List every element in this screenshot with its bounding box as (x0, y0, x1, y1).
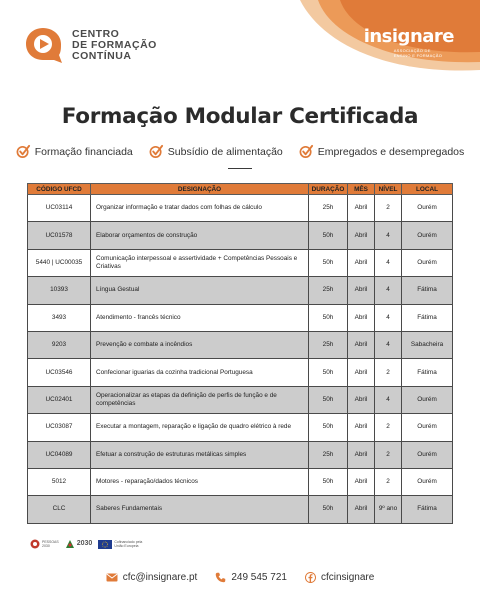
benefit-item (299, 144, 465, 159)
check-badge-icon (299, 144, 314, 159)
table-row (28, 249, 453, 276)
level-cell: 4 (375, 331, 402, 358)
location-cell: Ourém (402, 386, 453, 413)
duration-cell: 50h (309, 496, 348, 523)
benefit-label: Subsídio de alimentação (167, 145, 283, 158)
center-logo-name (72, 29, 157, 62)
portugal-2030-text: 2030 (76, 540, 93, 547)
center-logo-line: DE FORMAÇÃO (72, 38, 157, 51)
table-row (28, 496, 453, 523)
ufcd-code-cell: CLC (28, 496, 91, 523)
location-cell: Ourém (402, 195, 453, 222)
level-cell: 9º ano (375, 496, 402, 523)
table-row (28, 414, 453, 441)
ufcd-code-cell: UC02401 (28, 386, 91, 413)
benefit-label: Formação financiada (34, 145, 133, 158)
location-cell: Ourém (402, 249, 453, 276)
column-header: DESIGNAÇÃO (91, 184, 309, 195)
location-cell: Fátima (402, 277, 453, 304)
eu-cofinanced-logo (98, 540, 142, 549)
month-cell: Abril (348, 386, 375, 413)
brand-name: insignare (363, 26, 454, 47)
table-row (28, 386, 453, 413)
course-table (27, 183, 453, 524)
column-header: MÊS (348, 184, 375, 195)
level-cell: 4 (375, 277, 402, 304)
check-badge-icon (16, 144, 31, 159)
eu-cofinanced-line: União Europeia (114, 544, 139, 548)
level-cell: 4 (375, 249, 402, 276)
level-cell: 4 (375, 222, 402, 249)
ufcd-code-cell: 10393 (28, 277, 91, 304)
duration-cell: 50h (309, 222, 348, 249)
duration-cell: 50h (309, 359, 348, 386)
location-cell: Ourém (402, 468, 453, 495)
level-cell: 2 (375, 441, 402, 468)
center-logo (24, 26, 157, 64)
ufcd-code-cell: 3493 (28, 304, 91, 331)
ufcd-code-cell: UC01578 (28, 222, 91, 249)
level-cell: 2 (375, 359, 402, 386)
month-cell: Abril (348, 304, 375, 331)
designation-cell: Comunicação interpessoal e assertividade + Competências Pessoais e Criativas (91, 249, 309, 276)
ufcd-code-cell: 9203 (28, 331, 91, 358)
speech-bubble-play-icon (24, 26, 64, 64)
eu-cofinanced-text (114, 540, 142, 548)
table-row (28, 441, 453, 468)
page-title: Formação Modular Certificada (61, 104, 419, 129)
brand-logo (364, 28, 454, 58)
ufcd-code-cell: UC03087 (28, 414, 91, 441)
eu-flag-icon (98, 540, 112, 549)
brand-tagline-line: ENSINO E FORMAÇÃO (393, 53, 443, 58)
duration-cell: 25h (309, 277, 348, 304)
table-row (28, 331, 453, 358)
contact-phone-text: 249 545 721 (231, 572, 287, 583)
designation-cell: Língua Gestual (91, 277, 309, 304)
title-divider (228, 168, 252, 169)
portugal-2030-logo (65, 539, 93, 549)
designation-cell: Organizar informação e tratar dados com folhas de cálculo (91, 195, 309, 222)
location-cell: Sabacheira (402, 331, 453, 358)
month-cell: Abril (348, 331, 375, 358)
phone-icon (215, 572, 226, 583)
contact-phone[interactable] (215, 572, 287, 583)
designation-cell: Executar a montagem, reparação e ligação de quadro elétrico à rede (91, 414, 309, 441)
duration-cell: 50h (309, 414, 348, 441)
month-cell: Abril (348, 222, 375, 249)
designation-cell: Motores - reparação/dados técnicos (91, 468, 309, 495)
designation-cell: Elaborar orçamentos de construção (91, 222, 309, 249)
month-cell: Abril (348, 277, 375, 304)
level-cell: 4 (375, 304, 402, 331)
contact-email-text: cfc@insignare.pt (122, 572, 198, 583)
facebook-icon (305, 572, 316, 583)
duration-cell: 25h (309, 195, 348, 222)
check-badge-icon (149, 144, 164, 159)
table-header-row (28, 184, 453, 195)
table-row (28, 359, 453, 386)
benefit-item (149, 144, 283, 159)
designation-cell: Saberes Fundamentais (91, 496, 309, 523)
month-cell: Abril (348, 468, 375, 495)
designation-cell: Operacionalizar as etapas da definição de perfis de função e de competências (91, 386, 309, 413)
duration-cell: 25h (309, 441, 348, 468)
contact-facebook-text: cfcinsignare (320, 572, 375, 583)
ufcd-code-cell: 5440 | UC00035 (28, 249, 91, 276)
column-header: CÓDIGO UFCD (28, 184, 91, 195)
designation-cell: Prevenção e combate a incêndios (91, 331, 309, 358)
center-logo-line: CONTÍNUA (72, 49, 132, 62)
center-logo-line: CENTRO (72, 27, 120, 40)
duration-cell: 50h (309, 386, 348, 413)
column-header: NÍVEL (375, 184, 402, 195)
ufcd-code-cell: UC04089 (28, 441, 91, 468)
month-cell: Abril (348, 414, 375, 441)
brand-tagline-line: ASSOCIAÇÃO DE (393, 48, 431, 53)
ufcd-code-cell: UC03114 (28, 195, 91, 222)
month-cell: Abril (348, 441, 375, 468)
contact-bar (0, 572, 480, 583)
duration-cell: 50h (309, 468, 348, 495)
email-icon (106, 573, 118, 582)
designation-cell: Atendimento - francês técnico (91, 304, 309, 331)
benefits-row (0, 144, 480, 159)
brand-tagline (394, 48, 454, 58)
table-row (28, 277, 453, 304)
ufcd-code-cell: UC03546 (28, 359, 91, 386)
table-row (28, 304, 453, 331)
month-cell: Abril (348, 195, 375, 222)
table-row (28, 195, 453, 222)
contact-email[interactable] (106, 572, 198, 583)
column-header: LOCAL (402, 184, 453, 195)
level-cell: 2 (375, 414, 402, 441)
pessoas-2030-text (42, 540, 59, 548)
location-cell: Fátima (402, 304, 453, 331)
month-cell: Abril (348, 359, 375, 386)
designation-cell: Efetuar a construção de estruturas metálicas simples (91, 441, 309, 468)
location-cell: Ourém (402, 222, 453, 249)
column-header: DURAÇÃO (309, 184, 348, 195)
month-cell: Abril (348, 496, 375, 523)
pessoas-2030-logo (30, 539, 59, 549)
portugal-2030-mark-icon (65, 539, 75, 549)
partner-logos (30, 539, 142, 549)
pessoas-2030-line: PESSOAS (42, 540, 59, 544)
location-cell: Fátima (402, 359, 453, 386)
pessoas-2030-mark-icon (30, 539, 40, 549)
level-cell: 2 (375, 468, 402, 495)
benefit-item (16, 144, 133, 159)
duration-cell: 50h (309, 304, 348, 331)
ufcd-code-cell: 5012 (28, 468, 91, 495)
pessoas-2030-line: 2030 (42, 544, 50, 548)
location-cell: Fátima (402, 496, 453, 523)
location-cell: Ourém (402, 414, 453, 441)
month-cell: Abril (348, 249, 375, 276)
contact-facebook[interactable] (305, 572, 374, 583)
level-cell: 2 (375, 195, 402, 222)
level-cell: 4 (375, 386, 402, 413)
designation-cell: Confecionar iguarias da cozinha tradicional Portuguesa (91, 359, 309, 386)
duration-cell: 25h (309, 331, 348, 358)
table-row (28, 222, 453, 249)
location-cell: Ourém (402, 441, 453, 468)
table-row (28, 468, 453, 495)
duration-cell: 50h (309, 249, 348, 276)
eu-cofinanced-line: Cofinanciado pela (114, 540, 143, 544)
benefit-label: Empregados e desempregados (317, 145, 465, 158)
